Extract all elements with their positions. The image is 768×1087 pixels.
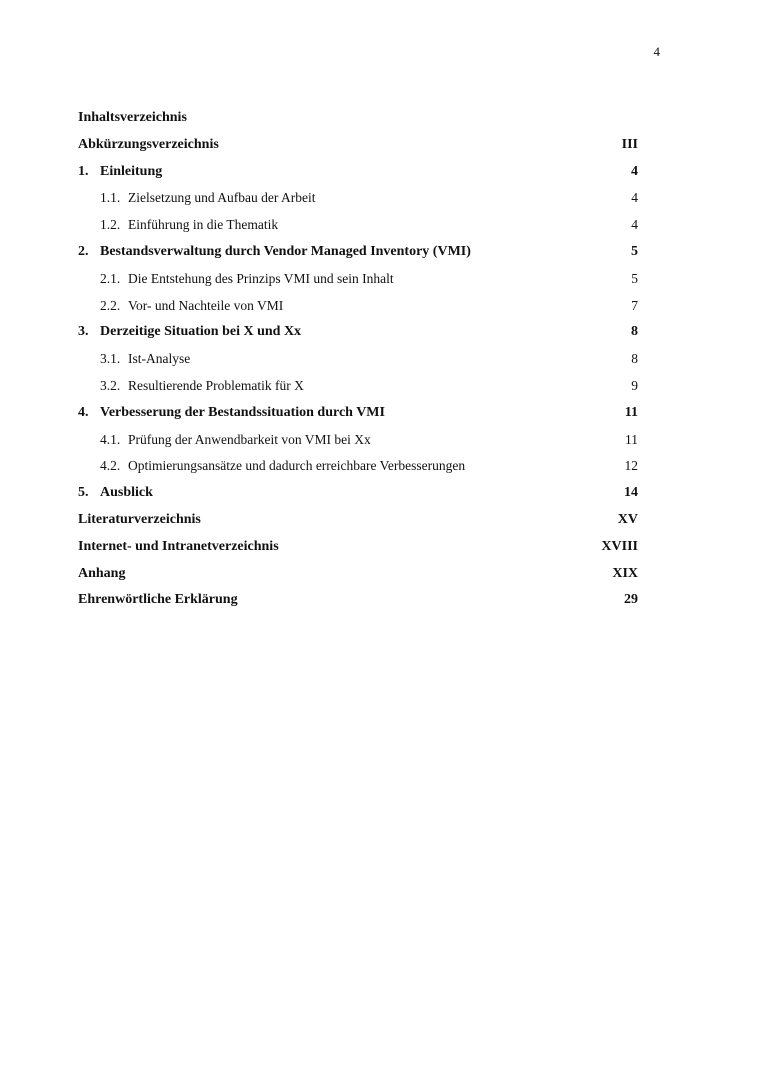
toc-entry-number: 3.2.	[100, 377, 121, 393]
toc-entry[interactable]	[78, 243, 638, 270]
toc-entry-label: Abkürzungsverzeichnis	[78, 136, 219, 152]
toc-entry-page: 4	[631, 217, 638, 233]
toc-entry[interactable]	[78, 591, 638, 618]
toc-entry-number: 2.	[78, 243, 89, 259]
toc-entry[interactable]	[78, 189, 638, 216]
toc-entry-label: Internet- und Intranetverzeichnis	[78, 538, 279, 554]
toc-entry-page: 11	[625, 431, 638, 447]
toc-entry-label: Ausblick	[100, 485, 153, 501]
toc-entry[interactable]	[78, 270, 638, 297]
toc-entry-page: 11	[624, 404, 638, 420]
toc-entry-page: 14	[624, 485, 638, 501]
toc-entry-label: Prüfung der Anwendbarkeit von VMI bei Xx	[128, 431, 371, 447]
page-number: 4	[653, 44, 660, 59]
toc-entry-number: 1.1.	[100, 190, 121, 206]
toc-entry[interactable]	[78, 323, 638, 350]
toc-entry-page: XV	[617, 511, 638, 527]
toc-entry-number: 2.2.	[100, 297, 121, 313]
toc-entry-page: 5	[631, 243, 638, 259]
toc-entry-number: 1.2.	[100, 217, 121, 233]
toc-entry-page: XIX	[612, 565, 638, 581]
toc-title: Inhaltsverzeichnis	[78, 110, 187, 125]
toc-entry[interactable]	[78, 216, 638, 243]
toc-entry-label: Die Entstehung des Prinzips VMI und sein Inhalt	[128, 270, 394, 286]
toc-entry-page: XVIII	[601, 538, 638, 554]
toc-entry-number: 4.2.	[100, 458, 121, 474]
toc-entry[interactable]	[78, 404, 638, 431]
toc-entry[interactable]	[78, 484, 638, 511]
toc-entry-number: 1.	[78, 163, 89, 179]
toc-entry-page: 4	[631, 163, 638, 179]
toc-entry[interactable]	[78, 163, 638, 190]
toc-entry-page: 12	[624, 458, 638, 474]
toc-entry-page: 29	[624, 592, 638, 608]
toc-entry[interactable]	[78, 431, 638, 458]
toc-entry-page: 9	[631, 377, 638, 393]
toc-entry-label: Ehrenwörtliche Erklärung	[78, 592, 238, 608]
toc-entry-number: 5.	[78, 485, 89, 501]
toc-entry-label: Bestandsverwaltung durch Vendor Managed Inventory (VMI)	[100, 243, 471, 259]
toc-entry[interactable]	[78, 350, 638, 377]
toc-entry[interactable]	[78, 511, 638, 538]
toc-entry-label: Derzeitige Situation bei X und Xx	[100, 324, 302, 340]
toc-entry[interactable]	[78, 538, 638, 565]
toc-entry-page: 4	[631, 190, 638, 206]
toc-entries	[78, 136, 638, 618]
toc-entry-number: 3.	[78, 324, 89, 340]
toc-entry-label: Einleitung	[100, 163, 163, 179]
toc-entry-label: Anhang	[78, 565, 126, 581]
toc-entry-page: 8	[631, 351, 638, 367]
toc-entry-number: 2.1.	[100, 270, 121, 286]
toc-entry-number: 3.1.	[100, 351, 121, 367]
toc-entry[interactable]	[78, 565, 638, 592]
toc-entry-page: 8	[631, 324, 638, 340]
toc-entry-page: 5	[631, 270, 638, 286]
toc-entry[interactable]	[78, 136, 638, 163]
toc-entry-label: Einführung in die Thematik	[128, 217, 279, 233]
table-of-contents	[78, 109, 638, 618]
toc-entry-label: Literaturverzeichnis	[78, 511, 201, 527]
toc-entry-label: Verbesserung der Bestandssituation durch VMI	[100, 404, 385, 420]
toc-entry-label: Vor- und Nachteile von VMI	[128, 297, 284, 313]
toc-entry-number: 4.1.	[100, 431, 121, 447]
toc-entry-label: Ist-Analyse	[128, 351, 191, 367]
toc-entry-label: Zielsetzung und Aufbau der Arbeit	[128, 190, 316, 206]
toc-entry-number: 4.	[78, 404, 89, 420]
toc-entry[interactable]	[78, 377, 638, 404]
toc-entry[interactable]	[78, 297, 638, 324]
toc-entry-page: III	[621, 136, 638, 152]
toc-entry-label: Resultierende Problematik für X	[128, 377, 304, 393]
toc-entry-page: 7	[631, 297, 638, 313]
toc-entry-label: Optimierungsansätze und dadurch erreichbare Verbesserungen	[128, 458, 466, 474]
toc-entry[interactable]	[78, 457, 638, 484]
